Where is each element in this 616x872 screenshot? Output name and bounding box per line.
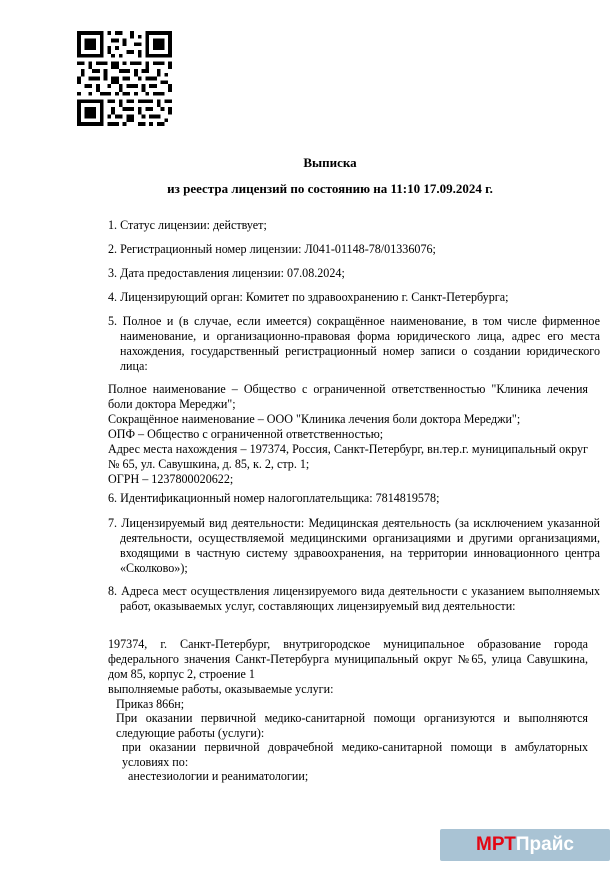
prehospital-care: при оказании первичной доврачебной медико-санитарной помощи в амбулаторных условиях по: [122, 740, 588, 769]
issue-date: 3. Дата предоставления лицензии: 07.08.2024; [108, 266, 345, 280]
organization-ogrn: ОГРН – 1237800020622; [108, 472, 234, 486]
document-title: Выписка [303, 155, 357, 170]
order-866n: Приказ 866н; [116, 697, 185, 711]
item-8-addresses: 8. Адреса мест осуществления лицензируемого вида деятельности с указанием выполняемых работ, оказываемых услуг, составляющих лицензируемый вид деятельности: [108, 584, 600, 613]
organization-address: Адрес места нахождения – 197374, Россия, Санкт-Петербург, вн.тер.г. муниципальный округ № 65, ул. Савушкина, д. 85, к. 2, стр. 1; [108, 442, 588, 471]
organization-full-name: Полное наименование – Общество с ограниченной ответственностью "Клиника лечения боли доктора Мереджи"; [108, 382, 588, 411]
watermark-part-2: Прайс [515, 834, 574, 855]
qr-code [77, 31, 172, 126]
anesthesiology: анестезиологии и реаниматологии; [128, 769, 309, 783]
activity-address: 197374, г. Санкт-Петербург, внутригородское муниципальное образование города федерального значения Санкт-Петербурга муниципальный округ №65, улица Савушкина, дом 85, корпус 2, строение 1 [108, 637, 588, 681]
works-label: выполняемые работы, оказываемые услуги: [108, 682, 334, 696]
item-6-inn: 6. Идентификационный номер налогоплательщика: 7814819578; [108, 491, 440, 505]
organization-details [108, 382, 588, 487]
licensing-authority: 4. Лицензирующий орган: Комитет по здравоохранению г. Санкт-Петербурга; [108, 290, 509, 304]
item-7-activity: 7. Лицензируемый вид деятельности: Медицинская деятельность (за исключением указанной деятельности, осуществляемой медицинскими организациями и другими организациями, входящими в частную систему здравоохранения, на территории инновационного центра «Сколково»); [108, 516, 600, 575]
primary-care-works: При оказании первичной медико-санитарной помощи организуются и выполняются следующие работы (услуги): [116, 711, 588, 740]
item-5-names: 5. Полное и (в случае, если имеется) сокращённое наименование, в том числе фирменное наименование, и организационно-правовая форма юридического лица, адрес его места нахождения, государственный регистрационный номер записи о создании юридического лица: [108, 314, 600, 373]
document-subtitle: из реестра лицензий по состоянию на 11:10 17.09.2024 г. [167, 181, 493, 196]
organization-short-name: Сокращённое наименование – ООО "Клиника лечения боли доктора Мереджи"; [108, 412, 521, 426]
watermark-logo [440, 829, 610, 861]
registration-number: 2. Регистрационный номер лицензии: Л041-01148-78/01336076; [108, 242, 436, 256]
license-status: 1. Статус лицензии: действует; [108, 218, 267, 232]
organization-opf: ОПФ – Общество с ограниченной ответственностью; [108, 427, 384, 441]
watermark-part-1: МРТ [476, 834, 516, 855]
